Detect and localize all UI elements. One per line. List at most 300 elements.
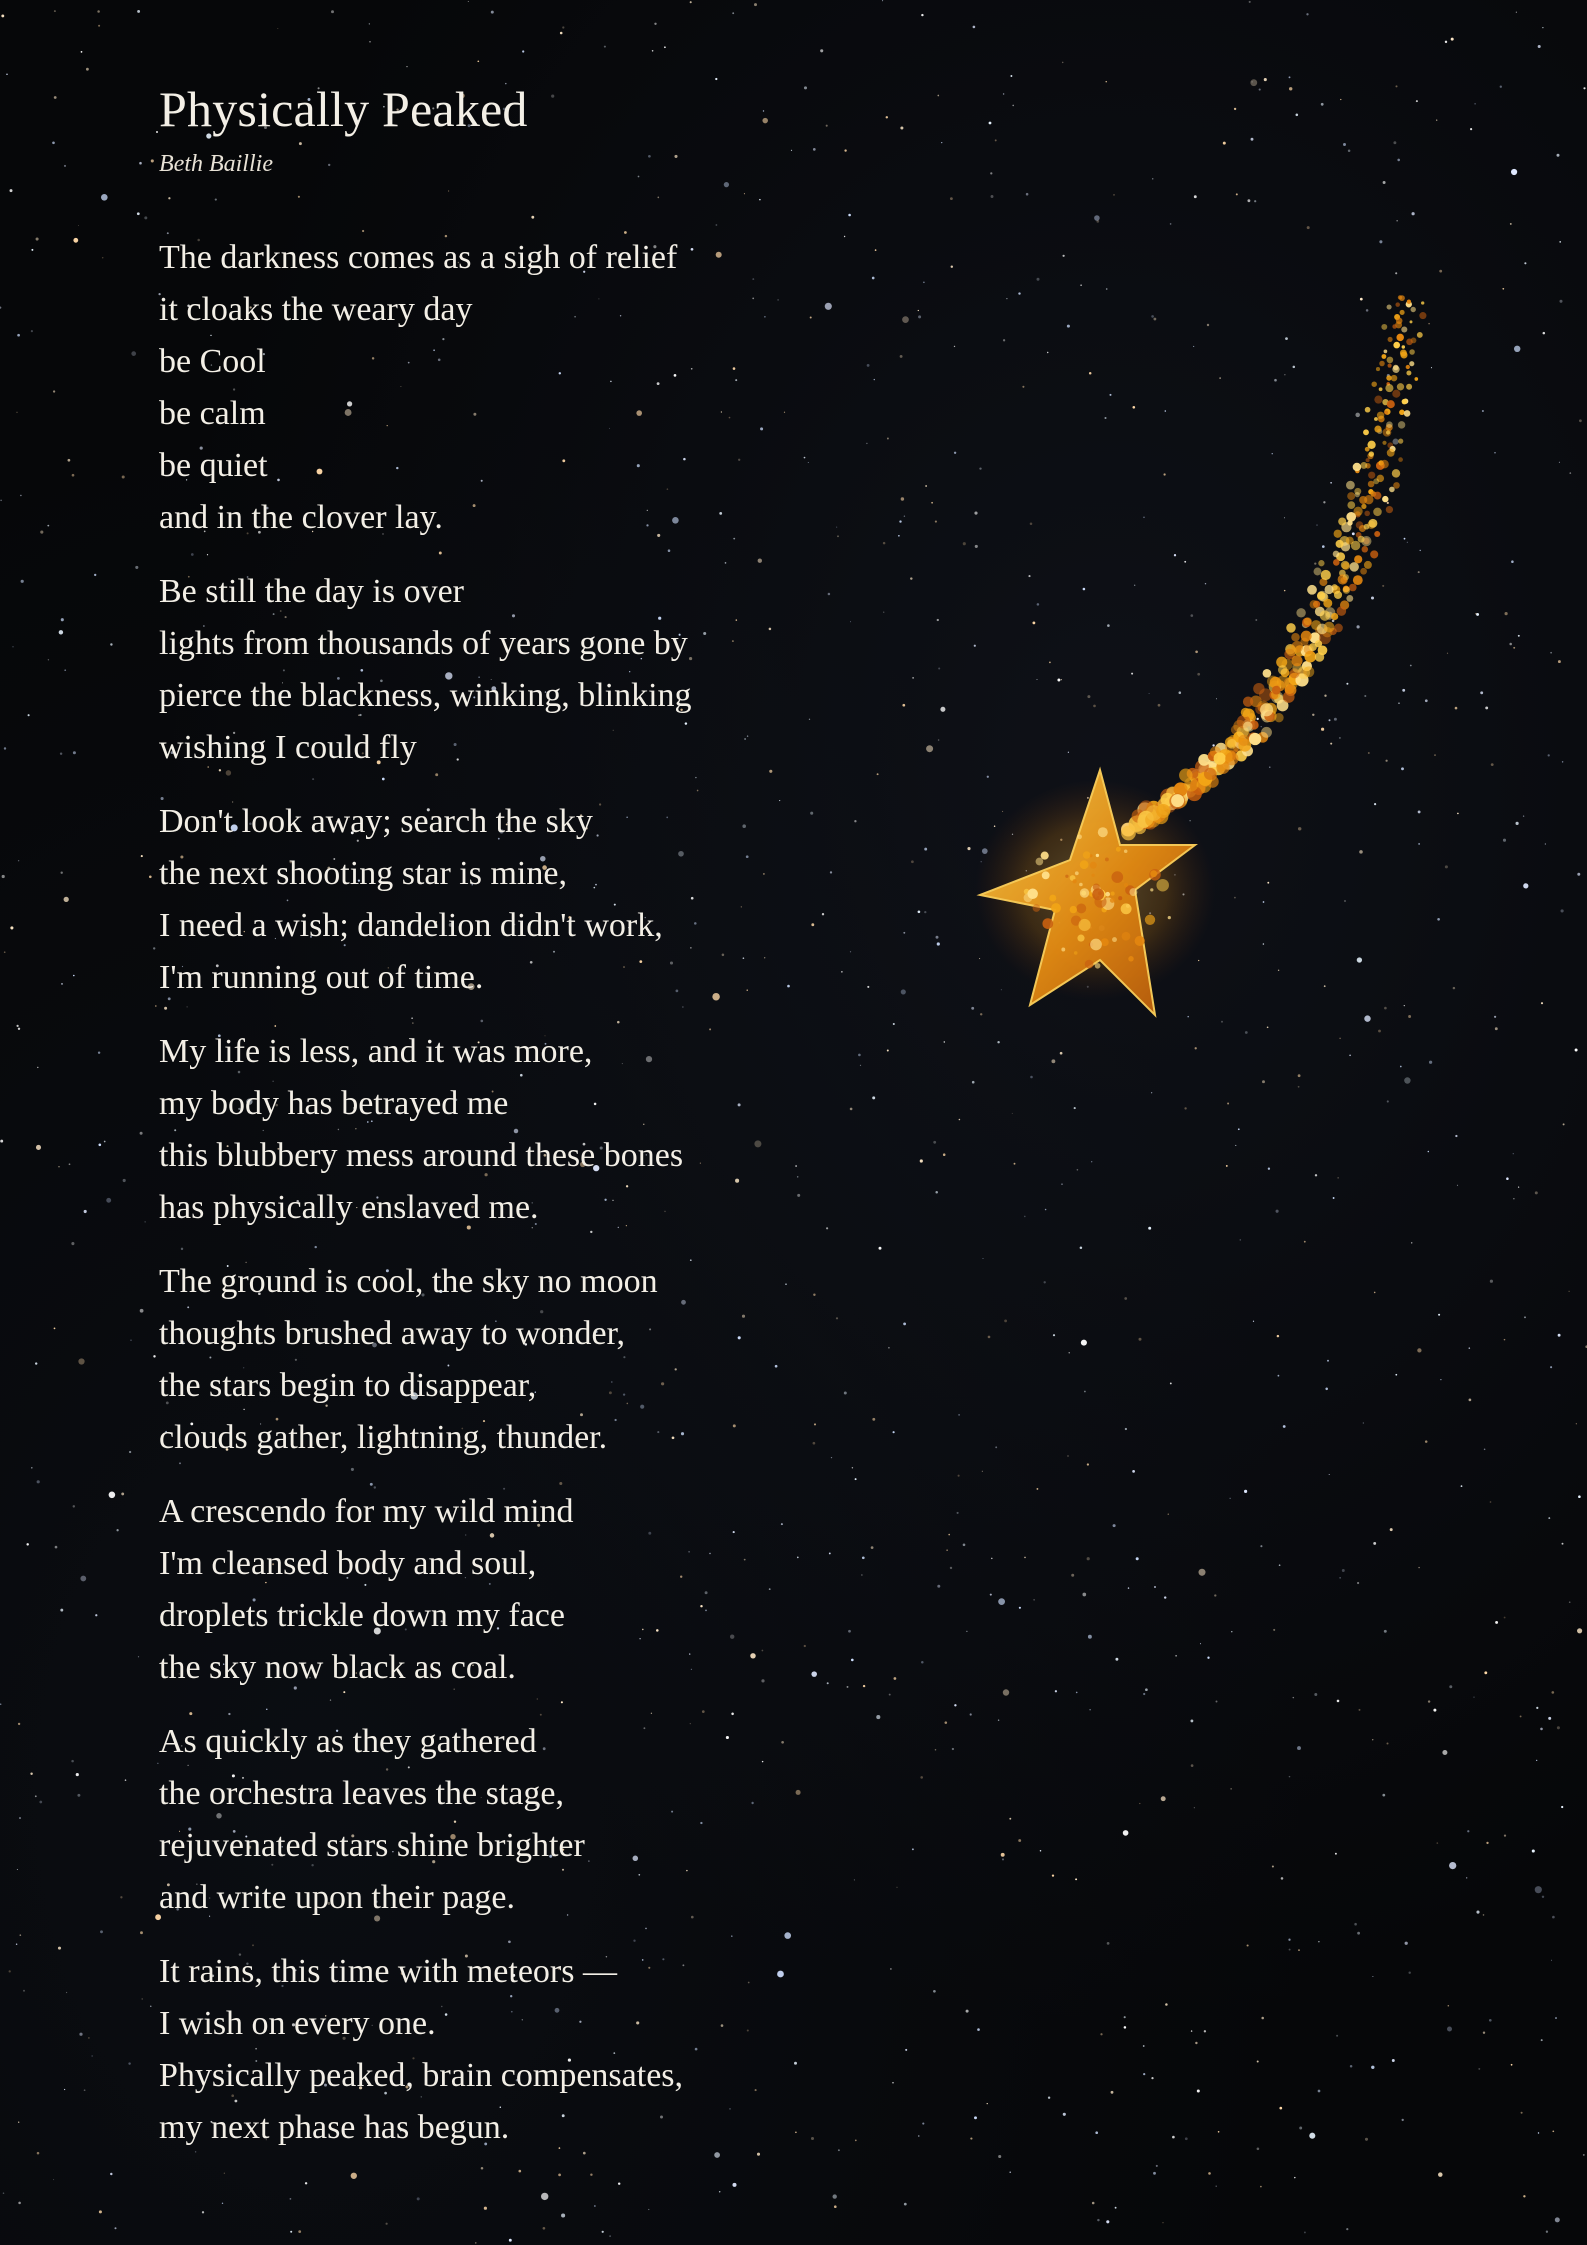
trail-sparkle (1267, 676, 1279, 688)
background-star (290, 2231, 292, 2233)
background-star (1579, 419, 1582, 422)
background-star (1238, 1128, 1240, 1130)
background-star (925, 485, 927, 487)
background-star (1040, 1850, 1042, 1852)
background-star (1076, 1692, 1078, 1694)
background-star (918, 315, 921, 318)
trail-sparkle (1382, 496, 1388, 502)
background-star (1124, 2026, 1127, 2029)
background-star (1260, 1545, 1262, 1547)
background-star (36, 237, 39, 240)
background-star (910, 577, 912, 579)
trail-sparkle (1204, 768, 1216, 780)
poem-line: wishing I could fly (159, 729, 417, 766)
background-star (4, 951, 6, 953)
background-star (1402, 2119, 1404, 2121)
background-star (12, 646, 13, 647)
background-star (1004, 1320, 1007, 1323)
background-star (129, 1451, 131, 1453)
star-sparkle-bead (1033, 904, 1041, 912)
background-star (1513, 1153, 1514, 1154)
background-star (92, 2056, 93, 2057)
background-star (151, 159, 154, 162)
trail-sparkle (1414, 377, 1418, 381)
star-sparkle-bead (1101, 938, 1109, 946)
poem-line: I need a wish; dandelion didn't work, (159, 907, 663, 944)
background-star (1200, 1643, 1201, 1644)
background-star (1014, 1163, 1016, 1165)
trail-sparkle (1379, 361, 1385, 367)
background-star (1107, 1942, 1110, 1945)
trail-sparkle (1333, 559, 1340, 566)
background-star (1523, 2195, 1525, 2197)
background-star (1536, 1760, 1537, 1761)
background-star (1562, 1543, 1564, 1545)
background-star (954, 1704, 956, 1706)
background-star (1111, 2091, 1114, 2094)
background-star (903, 1322, 906, 1325)
background-star (1154, 1586, 1156, 1588)
background-star (139, 162, 142, 165)
background-star (901, 497, 904, 500)
background-star (369, 23, 370, 24)
trail-sparkle (1387, 400, 1395, 408)
background-star (1500, 86, 1502, 88)
background-star (1558, 660, 1561, 663)
background-star (1548, 1517, 1550, 1519)
star-sparkle-bead (1080, 888, 1089, 897)
background-star (97, 10, 100, 13)
background-star (1523, 815, 1524, 816)
background-star (17, 1869, 18, 1870)
background-star (1540, 1728, 1543, 1731)
background-star (98, 1051, 100, 1053)
background-star (937, 1585, 940, 1588)
poem-line: droplets trickle down my face (159, 1597, 565, 1634)
background-star (1339, 1038, 1340, 1039)
background-star (94, 574, 96, 576)
background-star (1506, 1177, 1509, 1180)
background-star (1234, 108, 1236, 110)
background-star (664, 46, 666, 48)
trail-sparkle (1417, 332, 1423, 338)
background-star (944, 1041, 945, 1042)
trail-sparkle (1387, 449, 1395, 457)
background-star (1523, 883, 1528, 888)
background-star (1371, 2066, 1374, 2069)
trail-sparkle (1337, 606, 1347, 616)
background-star (277, 28, 278, 29)
background-star (155, 1005, 157, 1007)
background-star (886, 116, 888, 118)
background-star (60, 752, 62, 754)
background-star (35, 1795, 37, 1797)
trail-sparkle (1363, 429, 1369, 435)
background-star (935, 521, 937, 523)
poem-line: has physically enslaved me. (159, 1189, 539, 1226)
trail-sparkle (1404, 410, 1411, 417)
background-star (1115, 2207, 1117, 2209)
background-star (833, 2194, 837, 2198)
background-star (1218, 2131, 1220, 2133)
background-star (1453, 987, 1455, 989)
background-star (1226, 1165, 1228, 1167)
background-star (1546, 2231, 1548, 2233)
background-star (1503, 839, 1506, 842)
background-star (1469, 1399, 1472, 1402)
background-star (1405, 1942, 1408, 1945)
background-star (920, 1776, 923, 1779)
background-star (902, 316, 909, 323)
trail-sparkle (1391, 375, 1398, 382)
background-star (1289, 76, 1291, 78)
stanza-8 (159, 1946, 879, 2154)
background-star (144, 216, 147, 219)
background-star (149, 875, 152, 878)
poem-line: and in the clover lay. (159, 499, 443, 536)
background-star (1062, 62, 1064, 64)
background-star (1342, 1569, 1345, 1572)
background-star (1231, 1631, 1232, 1632)
background-star (951, 265, 953, 267)
background-star (1495, 1027, 1498, 1030)
background-star (1373, 1542, 1376, 1545)
background-star (150, 2006, 151, 2007)
background-star (1449, 1862, 1456, 1869)
trail-sparkle (1317, 592, 1325, 600)
background-star (1577, 1628, 1582, 1633)
trail-sparkle (1365, 447, 1370, 452)
background-star (1185, 2137, 1188, 2140)
background-star (1338, 1177, 1339, 1178)
background-star (16, 1025, 18, 1027)
background-star (1052, 1874, 1054, 1876)
trail-sparkle (1333, 551, 1340, 558)
background-star (1418, 1567, 1419, 1568)
trail-sparkle (1410, 307, 1415, 312)
background-star (1532, 1849, 1535, 1852)
background-star (1170, 223, 1172, 225)
background-star (110, 2173, 112, 2175)
background-star (1304, 2231, 1306, 2233)
background-star (20, 495, 21, 496)
star-sparkle-bead (1070, 906, 1077, 913)
trail-sparkle (1393, 482, 1400, 489)
background-star (1240, 1239, 1242, 1241)
background-star (652, 50, 654, 52)
trail-sparkle (1342, 562, 1350, 570)
background-star (21, 580, 24, 583)
background-star (926, 745, 933, 752)
background-star (1445, 865, 1448, 868)
trail-sparkle (1214, 752, 1226, 764)
background-star (1486, 1842, 1488, 1844)
background-star (1478, 2068, 1480, 2070)
background-star (1583, 2154, 1585, 2156)
background-star (1511, 560, 1514, 563)
background-star (1080, 1247, 1083, 1250)
background-star (970, 1713, 972, 1715)
background-star (1516, 822, 1519, 825)
background-star (10, 926, 13, 929)
background-star (18, 2122, 19, 2123)
background-star (1518, 1186, 1519, 1187)
background-star (1069, 1352, 1070, 1353)
background-star (1562, 761, 1563, 762)
background-star (1543, 332, 1546, 335)
background-star (1315, 1174, 1317, 1176)
background-star (1195, 2042, 1197, 2044)
background-star (1197, 2090, 1200, 2093)
background-star (894, 1677, 897, 1680)
background-star (990, 1594, 992, 1596)
star-sparkle-bead (1111, 892, 1115, 896)
trail-sparkle (1307, 585, 1317, 595)
background-star (54, 96, 57, 99)
background-star (69, 1163, 71, 1165)
trail-sparkle (1409, 361, 1414, 366)
background-star (918, 910, 921, 913)
trail-sparkle (1392, 324, 1396, 328)
background-star (1451, 38, 1454, 41)
background-star (1279, 2107, 1282, 2110)
background-star (937, 942, 940, 945)
trail-sparkle (1368, 519, 1377, 528)
background-star (110, 643, 112, 645)
background-star (1244, 1490, 1247, 1493)
poem-line: the sky now black as coal. (159, 1649, 516, 1686)
background-star (1483, 1914, 1485, 1916)
trail-sparkle (1386, 506, 1393, 513)
background-star (991, 1558, 993, 1560)
background-star (888, 1347, 890, 1349)
background-star (998, 1719, 999, 1720)
background-star (911, 860, 914, 863)
background-star (1283, 1425, 1286, 1428)
background-star (137, 212, 140, 215)
background-star (937, 95, 939, 97)
trail-sparkle (1374, 492, 1382, 500)
background-star (1024, 1216, 1026, 1218)
background-star (1294, 2177, 1295, 2178)
trail-sparkle (1371, 381, 1376, 386)
background-star (1318, 1941, 1319, 1942)
trail-sparkle (1384, 350, 1388, 354)
background-star (104, 1141, 106, 1143)
background-star (28, 714, 30, 716)
trail-sparkle (1402, 399, 1408, 405)
trail-sparkle (1368, 472, 1375, 479)
background-star (1348, 150, 1351, 153)
background-star (604, 46, 606, 48)
background-star (899, 520, 901, 522)
trail-sparkle (1346, 595, 1353, 602)
background-star (1106, 2220, 1109, 2223)
background-star (1170, 1382, 1172, 1384)
star-sparkle-bead (1129, 888, 1137, 896)
background-star (1490, 1280, 1493, 1283)
background-star (935, 1749, 937, 1751)
background-star (135, 566, 138, 569)
background-star (900, 355, 903, 358)
background-star (904, 2203, 907, 2206)
trail-sparkle (1381, 324, 1387, 330)
background-star (71, 1760, 74, 1763)
trail-sparkle (1406, 365, 1410, 369)
trail-sparkle (1398, 457, 1403, 462)
stanza-2 (159, 566, 879, 774)
background-star (912, 677, 914, 679)
background-star (1555, 2217, 1560, 2222)
trail-sparkle (1241, 708, 1250, 717)
background-star (1379, 240, 1382, 243)
background-star (84, 1210, 87, 1213)
background-star (1002, 1858, 1004, 1860)
background-star (1400, 1066, 1402, 1068)
background-star (1511, 2064, 1513, 2066)
poem-line: Physically peaked, brain compensates, (159, 2057, 684, 2094)
background-star (73, 751, 76, 754)
poem-line: Don't look away; search the sky (159, 803, 593, 840)
background-star (952, 1748, 954, 1750)
background-star (137, 10, 140, 13)
background-star (1001, 1853, 1005, 1857)
trail-sparkle (1331, 613, 1338, 620)
star-sparkle-bead (1096, 854, 1099, 857)
background-star (1, 14, 4, 17)
trail-sparkle (1401, 326, 1407, 332)
background-star (58, 1947, 61, 1950)
trail-sparkle (1402, 345, 1405, 348)
background-star (1321, 103, 1324, 106)
background-star (1198, 1569, 1205, 1576)
background-star (1048, 2096, 1050, 2098)
background-star (1123, 1830, 1129, 1836)
background-star (561, 2213, 565, 2217)
trail-sparkle (1389, 487, 1395, 493)
poem-line: the stars begin to disappear, (159, 1367, 537, 1404)
background-star (883, 612, 884, 613)
background-star (1325, 1388, 1328, 1391)
star-sparkle-bead (1118, 896, 1122, 900)
poem-line: be quiet (159, 447, 268, 484)
star-sparkle-bead (1061, 948, 1065, 952)
background-star (116, 1529, 118, 1531)
background-star (1125, 1428, 1127, 1430)
background-star (30, 1772, 32, 1774)
background-star (76, 1773, 79, 1776)
background-star (1516, 12, 1517, 13)
background-star (654, 23, 656, 25)
background-star (1383, 181, 1386, 184)
background-star (1469, 1347, 1471, 1349)
background-star (1139, 1803, 1140, 1804)
background-star (1143, 2073, 1145, 2075)
background-star (305, 2182, 307, 2184)
background-star (1339, 1577, 1340, 1578)
background-star (125, 1779, 127, 1781)
background-star (1095, 2131, 1098, 2134)
star-sparkle-bead (1156, 879, 1169, 892)
background-star (887, 438, 889, 440)
background-star (1470, 128, 1472, 130)
background-star (138, 1656, 139, 1657)
background-star (1559, 462, 1560, 463)
background-star (491, 11, 494, 14)
trail-sparkle (1398, 439, 1403, 444)
background-star (954, 452, 956, 454)
background-star (1387, 1100, 1389, 1102)
poem-line: my body has betrayed me (159, 1085, 509, 1122)
background-star (594, 2205, 595, 2206)
star-sparkle-bead (1036, 858, 1044, 866)
background-star (1087, 1463, 1089, 1465)
background-star (1063, 2113, 1066, 2116)
background-star (1448, 2005, 1450, 2007)
background-star (18, 2202, 21, 2205)
background-star (86, 68, 89, 71)
background-star (990, 172, 992, 174)
background-star (1254, 200, 1256, 202)
background-star (754, 3, 757, 6)
background-star (1569, 472, 1571, 474)
trail-sparkle (1384, 411, 1388, 415)
background-star (1184, 1107, 1186, 1109)
background-star (1494, 1016, 1496, 1018)
star-sparkle-bead (1042, 918, 1053, 929)
background-star (140, 1931, 143, 1934)
background-star (1132, 1470, 1135, 1473)
background-star (618, 2182, 620, 2184)
background-star (1003, 93, 1004, 94)
background-star (1247, 199, 1250, 202)
trail-sparkle (1304, 617, 1312, 625)
background-star (53, 390, 55, 392)
trail-sparkle (1354, 555, 1362, 563)
background-star (156, 131, 158, 133)
background-star (970, 2138, 972, 2140)
background-star (153, 1355, 155, 1357)
background-star (1440, 1379, 1441, 1380)
trail-sparkle (1278, 665, 1287, 674)
trail-sparkle (1387, 304, 1392, 309)
trail-sparkle (1406, 384, 1412, 390)
background-star (1473, 1696, 1474, 1697)
star-sparkle-bead (1105, 892, 1110, 897)
poem-title: Physically Peaked (159, 81, 528, 137)
background-star (690, 1, 692, 3)
background-star (95, 1614, 97, 1616)
trail-sparkle (1370, 550, 1378, 558)
background-star (1223, 142, 1226, 145)
background-star (957, 1512, 959, 1514)
background-star (820, 49, 823, 52)
trail-sparkle (1374, 531, 1380, 537)
trail-sparkle (1360, 568, 1367, 575)
trail-sparkle (1353, 575, 1363, 585)
background-star (1165, 2003, 1168, 2006)
background-star (1191, 1764, 1194, 1767)
background-star (66, 1992, 67, 1993)
background-star (732, 2183, 736, 2187)
background-star (1128, 1587, 1129, 1588)
background-star (1268, 1168, 1270, 1170)
background-star (1175, 1655, 1177, 1657)
trail-sparkle (1364, 511, 1370, 517)
background-star (18, 1723, 20, 1725)
poem-line: A crescendo for my wild mind (159, 1493, 574, 1530)
background-star (1455, 1135, 1457, 1137)
